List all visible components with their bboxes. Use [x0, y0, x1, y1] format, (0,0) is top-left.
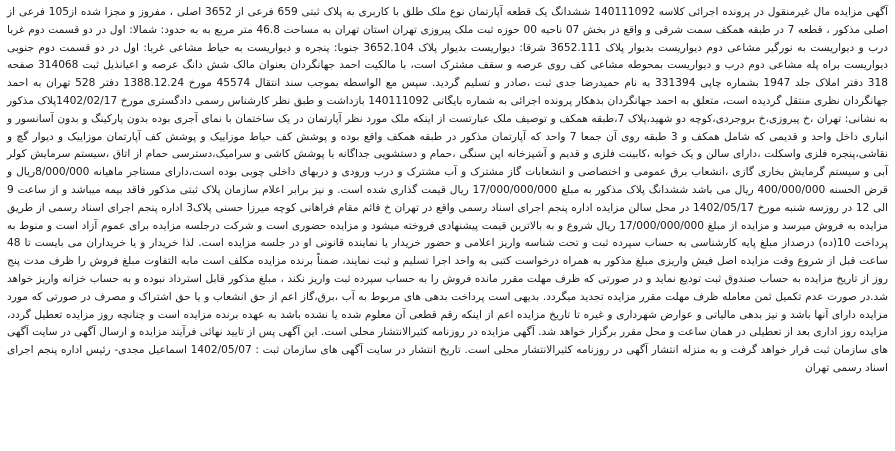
auction-notice-text: آگهی مزایده مال غیرمنقول در پرونده اجرائی کلاسه 140111092 ششدانگ یک قطعه آپارتمان نوع ملک طلق با کاربری به پلاک ثبتی 659 فرعی از 3652 اصلی ، مفروز و مجزا شده از105 فرعی از اصلی مذکور ، قطعه 7 در طبقه همکف سمت شرقی و واقع در بخش 07 ناحیه 00 حوزه ثبت ملک پیروزی تهران استان تهران به مساحت 46.8 متر مربع به به حدود: شمالا: اول در دو قسمت دوم غربا درب و دیواریست به نورگیر مشاعی دوم دیواریست بدیوار پلاک 3652.111 شرقا: دیواریست بدیوار پلاک 3652.104 جنوبا: پنجره و دیواریست به حیاط مشاعی غربا: اول در دو قسمت دوم جنوبی دیواریست براه پله مشاعی دوم درب و دیواریست بمحوطه مشاعی کف روی عرصه و سقف مشترک است، با مالکیت احمد جهانگردان بعنوان مالک شش دانگ عرصه و اعیانذیل ثبت 314068 صفحه 318 دفتر املاک جلد 1947 بشماره چاپی 331394 به نام حمیدرضا جدی ثبت ،صادر و تسلیم گردید. سپس مع الواسطه بموجب سند انتقال 45574 مورخ 1388.12.24 دفتر 528 تهران به احمد جهانگردان نظری منتقل گردیده است، متعلق به احمد جهانگردان بدهکار پرونده اجرائی به شماره بایگانی 140111092 بازداشت و طبق نظر کارشناس رسمی دادگستری مورخ 1402/02/17پلاک مذکور به نشانی: تهران ،خ پیروزی،خ بروجردی،کوچه دو شهید،پلاک 7،طبقه همکف و توصیف ملک عبارتست از اینکه ملک مورد نظر آپارتمان در یک ساختمان با نمای آجری بوده بدون پارکینگ و بدون آسانسور و انباری داخل واحد و قدیمی که شامل همکف و 3 طبقه روی آن جمعا 7 واحد که آپارتمان مذکور در طبقه همکف واقع بوده و پوشش کف حیاط موزاییک و پوشش کف آپارتمان موزاییک و دیوار گچ و نقاشی،پنجره فلزی واسکلت ،دارای سالن و یک خوابه ،کابینت فلزی و قدیم و آشپزخانه اپن سنگی ،حمام و دستشویی جداگانه با پوشش کاشی و سرامیک،دسترسی حمام از اتاق ،سیستم سرمایش کولر آبی و سیستم گرمایش بخاری گازی ،انشعاب برق عمومی و اختصاصی و انشعابات گاز مشترک و آب مشترک و درب ورودی و دربهای داخلی چوبی بوده است،دارای مستاجر ماهیانه 8/000/000ریال و قرض الحسنه 400/000/000 ریال می باشد ششدانگ پلاک مذکور به مبلغ 17/000/000/000 ریال قیمت گذاری شده است. و نیز برابر اعلام سازمان پلاک ثبتی مذکور فاقد بیمه میباشد و از ساعت 9 الی 12 در روزسه شنبه مورخ 1402/05/17 در محل سالن مزایده اداره پنجم اجرای اسناد رسمی واقع در تهران خ قائم مقام فراهانی کوچه میرزا حسنی پلاک3 اداره پنجم اجرای اسناد رسمی از طریق مزایده به فروش میرسد و مزایده از مبلغ 17/000/000/000 ریال شروع و به بالاترین قیمت پیشنهادی فروخته میشود و مزایده حضوری است و شرکت درجلسه مزایده برای عموم آزاد است و منوط به پرداخت 10(ده) درصداز مبلغ پایه کارشناسی به حساب سپرده ثبت و تحت شناسه واریز اعلامی و حضور خریدار یا نماینده قانونی او در جلسه مزایده است. لذا خریدار و یا خریداران می بایست تا 48 ساعت قبل از شروع وقت مزایده اصل فیش واریزی مبلغ مذکور به همراه درخواست کتبی به واحد اجرا تسلیم و ثبت نمایند، ضمناً برنده مزایده مکلف است مابه التفاوت مبلغ فروش را ظرف مدت پنج روز از تاریخ مزایده به حساب صندوق ثبت تودیع نماید و در صورتی که ظرف مهلت مقرر مانده فروش را به حساب سپرده ثبت واریز نکند ، مبلغ مذکور قابل استرداد نبوده و به حساب خزانه واریز خواهد شد.در صورت عدم تکمیل ثمن معامله ظرف مهلت مقرر مزایده تجدید میگردد. بدیهی است پرداخت بدهی های مربوط به آب ،برق،گاز اعم از حق انشعاب و یا حق اشتراک و مصرف در صورتی که مورد مزایده دارای آنها باشد و نیز بدهی مالیاتی و عوارض شهرداری و غیره تا تاریخ مزایده اعم از اینکه رقم قطعی آن معلوم شده یا نشده باشد به عهده برنده مزایده است و چنانچه روز مزایده تعطیل گردد، مزایده روز اداری بعد از تعطیلی در همان ساعت و محل مقرر برگزار خواهد شد. آگهی مزایده در روزنامه کثیرالانتشار محلی است. این آگهی پس از تایید نهائی فرآیند مزایده و ارسال آگهی در سایت آگهی های سازمان ثبت قرار خواهد گرفت و به منزله انتشار آگهی در روزنامه کثیرالانتشار محلی است. تاریخ انتشار در سایت آگهی های سازمان ثبت : 1402/05/07 اسماعیل مجدی- رئیس اداره پنجم اجرای اسناد رسمی تهران	[7, 6, 889, 374]
